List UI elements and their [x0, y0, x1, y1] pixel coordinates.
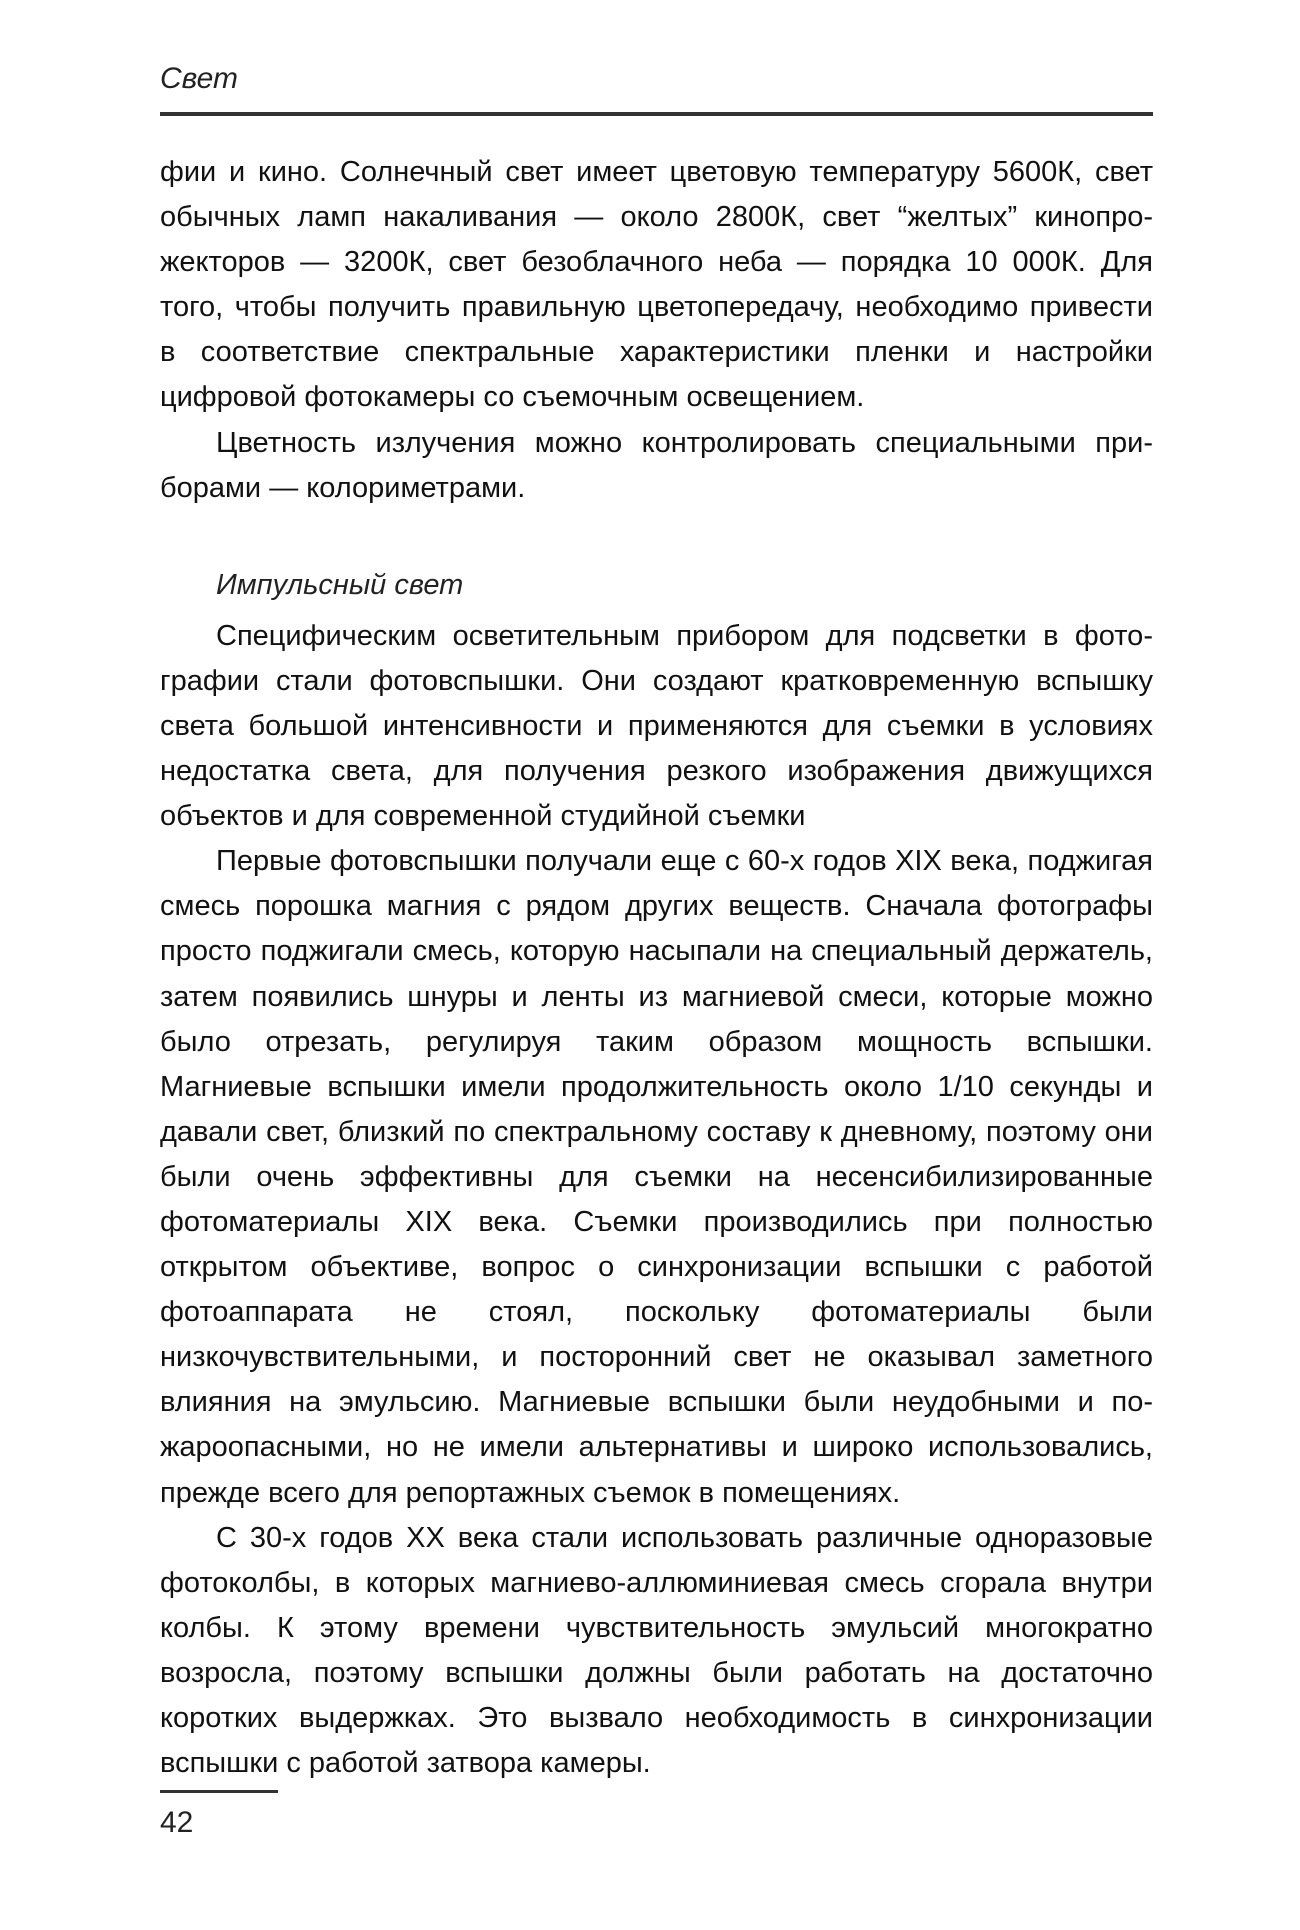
- paragraph-flash-bulbs: С 30-х годов XX века стали использовать различные одноразовые фотоколбы, в которых магниево-аллюминиевая смесь сгорала внутри колбы. К этому времени чувствительность эмульсий многократно возросла, поэтому вспышки должны были работать на достаточно коротких выдержках. Это вызвало необходимость в синхронизации вспышки с работой затвора камеры.: [160, 1521, 1153, 1780]
- footer-rule: [160, 1790, 278, 1793]
- paragraph-continuation: фии и кино. Солнечный свет имеет цветовую температуру 5600К, свет обычных ламп накаливания — около 2800К, свет “желтых” кинопрожекторов — 3200К, свет безоблачного неба — порядка 10 000К. Для того, чтобы получить правильную цветопередачу, необходимо привести в соответствие спектральные характеристики пленки и настройки цифровой фотокамеры со съемочным освещением.: [160, 156, 1153, 414]
- paragraph-colorimeters: Цветность излучения можно контролировать специальными приборами — колориметрами.: [160, 426, 1153, 504]
- running-header-title: Свет: [160, 62, 239, 95]
- page-body: [160, 150, 1153, 1786]
- paragraph-flash-intro: Специфическим осветительным прибором для подсветки в фотографии стали фотовспышки. Они создают кратковременную вспышку света большой интенсивности и применяются для съемки в условиях недостатка света, для получения резкого изображения движущихся объектов и для современной студийной съемки: [160, 619, 1153, 833]
- page-number: 42: [160, 1806, 194, 1839]
- paragraph-magnesium-flash: Первые фотовспышки получали еще с 60-х годов XIX века, поджигая смесь порошка магния с рядом других веществ. Сначала фотографы просто поджигали смесь, которую насыпали на специальный держатель, затем появились шнуры и ленты из магниевой смеси, которые можно было отрезать, регулируя таким образом мощность вспышки. Магниевые вспышки имели продолжительность около 1/10 секунды и давали свет, близкий по спектральному составу к дневному, поэтому они были очень эффективны для съемки на несенсибилизированные фотоматериалы XIX века. Съемки производились при полностью открытом объективе, вопрос о синхронизации вспышки с работой фотоаппарата не стоял, поскольку фотоматериалы были низкочувствительными, и посторонний свет не оказывал заметного влияния на эмульсию. Магниевые вспышки были неудобными и пожароопасными, но не имели альтернативы и широко использовались, прежде всего для репортажных съемок в помещениях.: [160, 845, 1153, 1509]
- section-heading: Импульсный свет: [216, 568, 464, 601]
- header-rule: [160, 112, 1153, 116]
